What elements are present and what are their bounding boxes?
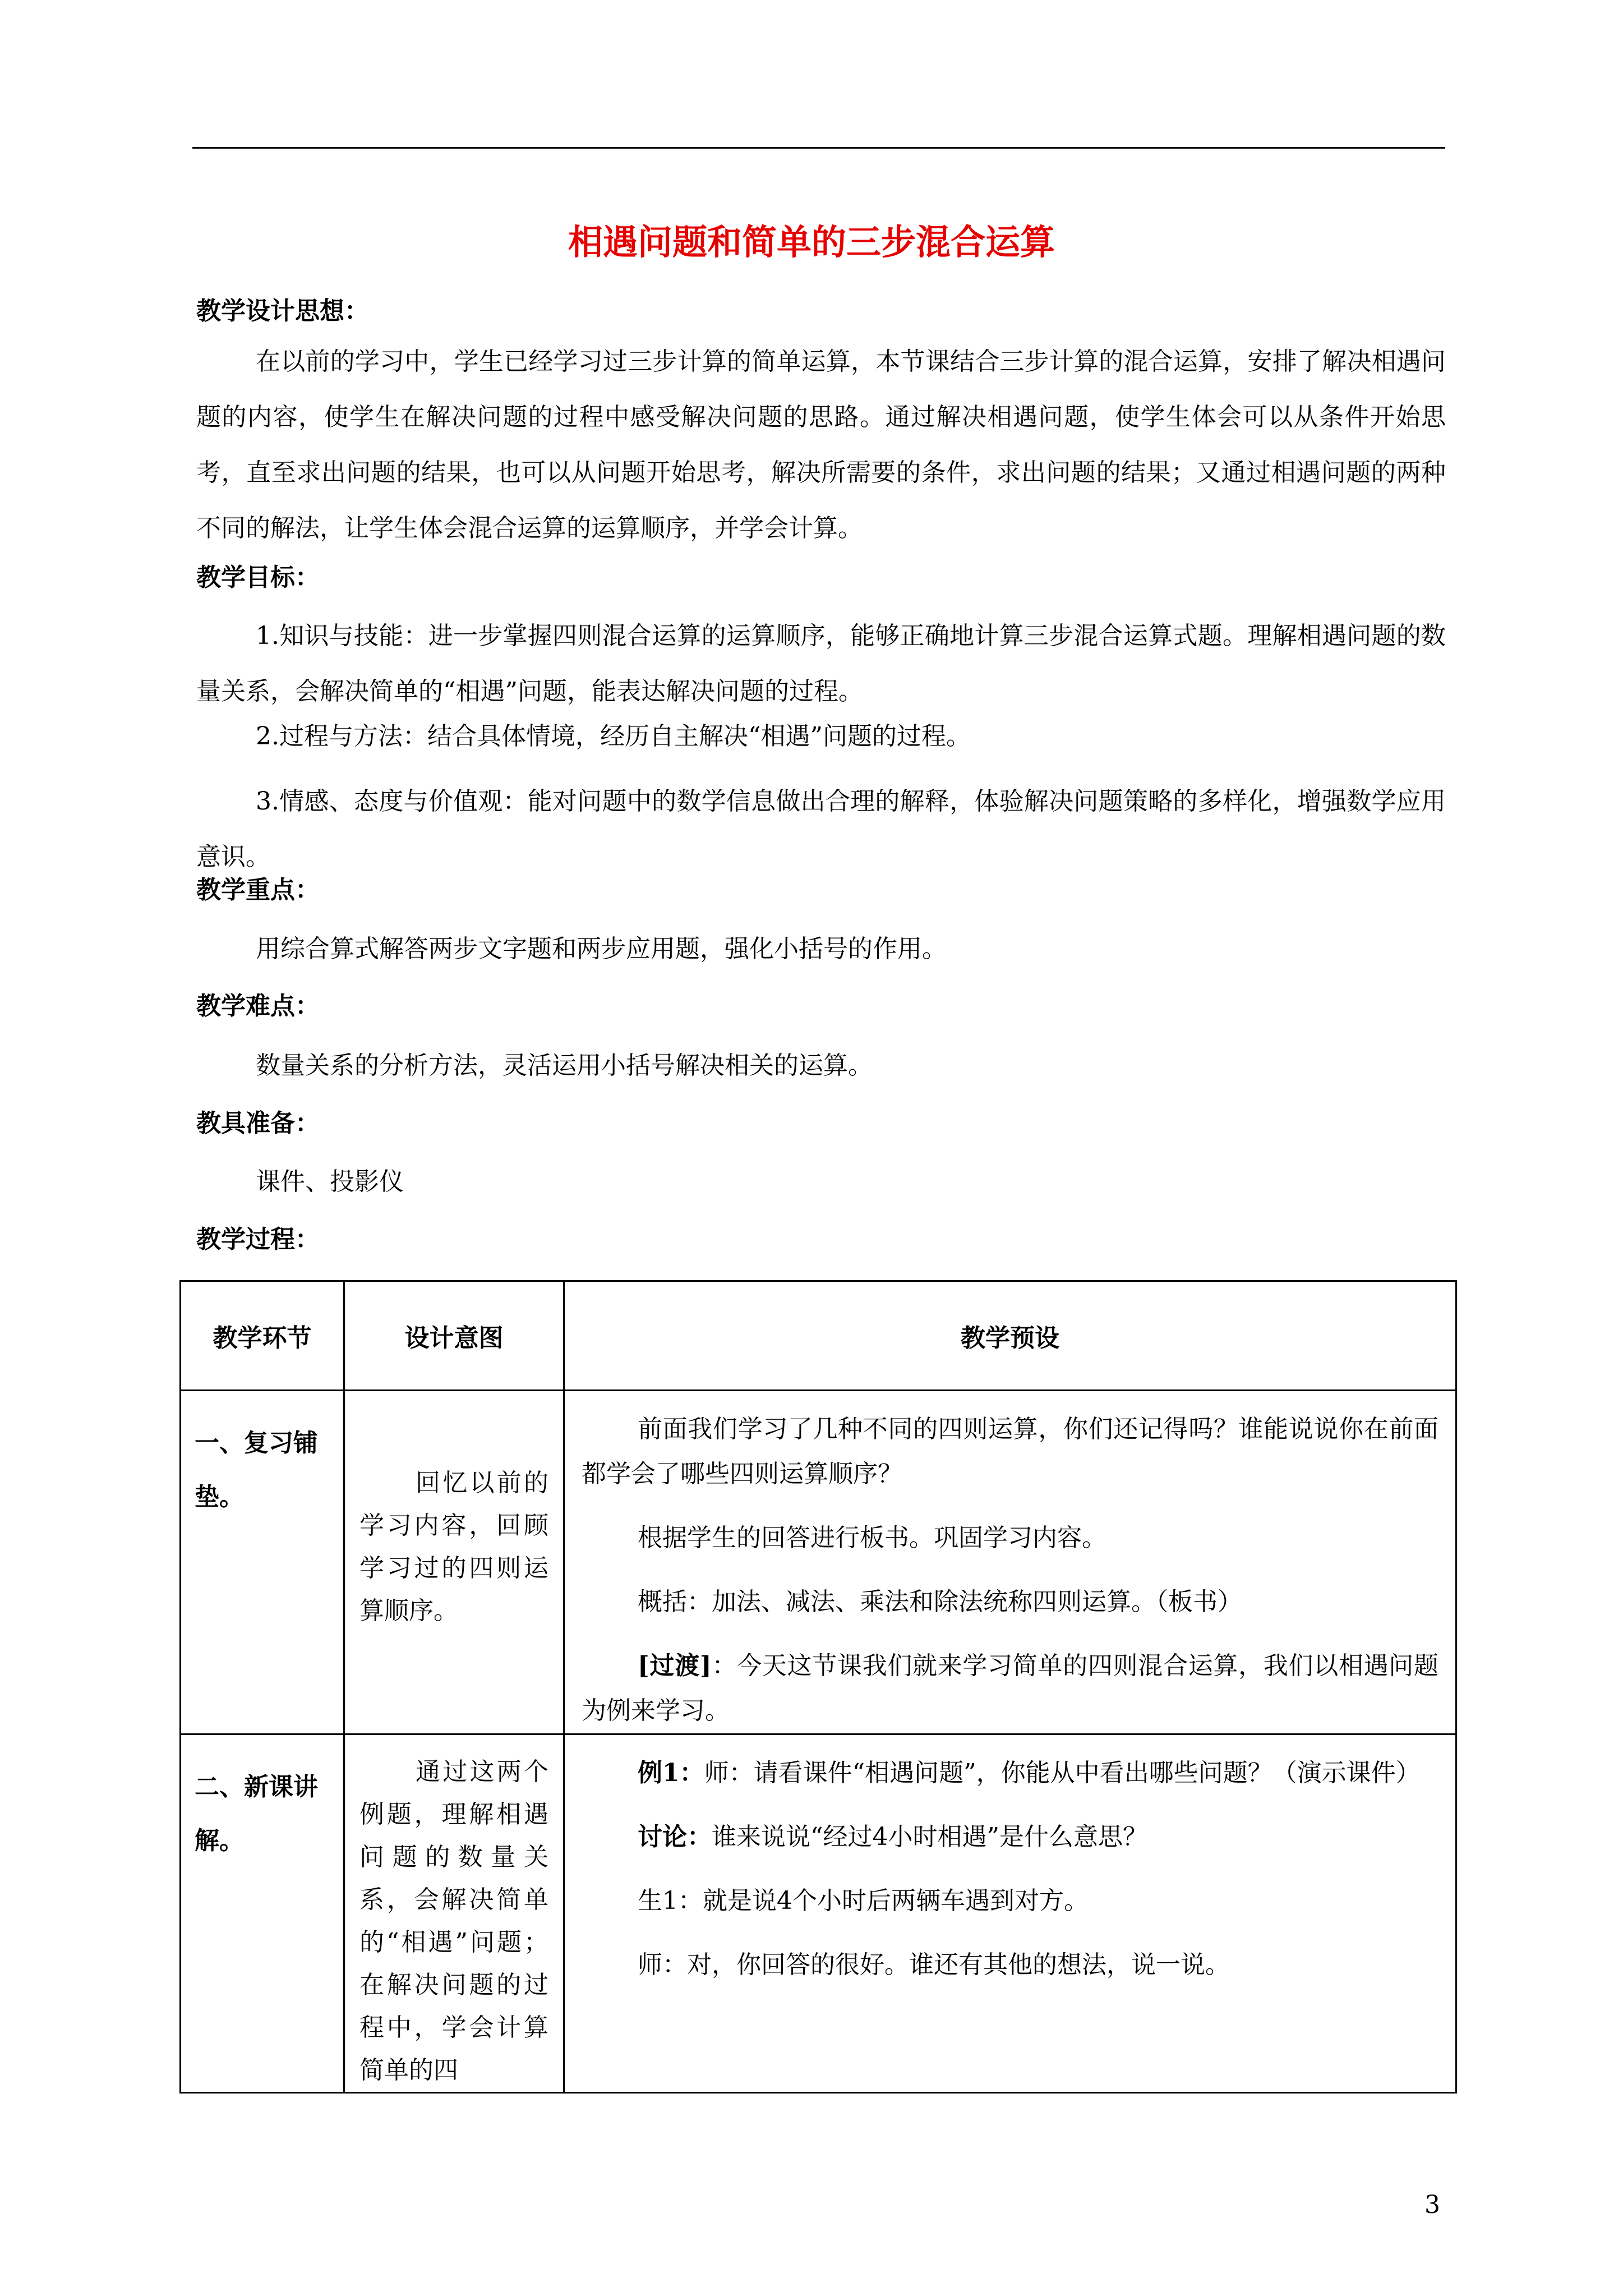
plan-paragraph [582, 1751, 1438, 1796]
difficulty-heading: 教学难点： [196, 992, 320, 1020]
process-heading: 教学过程： [196, 1225, 320, 1254]
discussion-text: 谁来说说“经过4小时相遇”是什么意思？ [712, 1823, 1147, 1851]
stage-cell [181, 1391, 344, 1734]
plan-paragraph [582, 1644, 1438, 1733]
design-paragraph: 在以前的学习中，学生已经学习过三步计算的简单运算，本节课结合三步计算的混合运算，安排了解决相遇问题的内容，使学生在解决问题的过程中感受解决问题的思路。通过解决相遇问题，使学生体会可以从条件开始思考，直至求出问题的结果，也可以从问题开始思考，解决所需要的条件，求出问题的结果；又通过相遇问题的两种不同的解法，让学生体会混合运算的运算顺序，并学会计算。 [196, 347, 1446, 542]
goal-3: 3.情感、态度与价值观：能对问题中的数学信息做出合理的解释，体验解决问题策略的多样化，增强数学应用意识。 [196, 787, 1446, 871]
goals-heading: 教学目标： [196, 563, 320, 592]
difficulty-paragraph: 数量关系的分析方法，灵活运用小括号解决相关的运算。 [256, 1051, 873, 1080]
goal-1: 1.知识与技能：进一步掌握四则混合运算的运算顺序，能够正确地计算三步混合运算式题。理解相遇问题的数量关系，会解决简单的“相遇”问题，能表达解决问题的过程。 [196, 622, 1446, 706]
goal-2: 2.过程与方法：结合具体情境，经历自主解决“相遇”问题的过程。 [256, 722, 971, 751]
header-plan: 教学预设 [564, 1281, 1456, 1391]
header-stage: 教学环节 [181, 1281, 344, 1391]
header-intent: 设计意图 [344, 1281, 564, 1391]
page-number: 3 [1424, 2191, 1440, 2219]
example-label: 例1： [638, 1759, 704, 1787]
document-title: 相遇问题和简单的三步混合运算 [568, 222, 1055, 263]
focus-paragraph: 用综合算式解答两步文字题和两步应用题，强化小括号的作用。 [256, 935, 947, 963]
table-header-row [181, 1281, 1456, 1391]
plan-paragraph: 生1：就是说4个小时后两辆车遇到对方。 [638, 1887, 1089, 1915]
plan-paragraph [582, 1815, 1438, 1860]
plan-paragraph: 前面我们学习了几种不同的四则运算，你们还记得吗？谁能说说你在前面都学会了哪些四则运算顺序？ [582, 1415, 1438, 1488]
intent-text: 回忆以前的学习内容，回顾学习过的四则运算顺序。 [359, 1469, 548, 1625]
plan-cell [564, 1391, 1456, 1734]
example-text: 师：请看课件“相遇问题”，你能从中看出哪些问题？（演示课件） [704, 1759, 1421, 1787]
intent-cell [344, 1734, 564, 2093]
plan-paragraph: 概括：加法、减法、乘法和除法统称四则运算。（板书） [638, 1588, 1242, 1616]
table-row [181, 1391, 1456, 1734]
intent-cell [344, 1391, 564, 1734]
stage-label: 一、复习铺垫。 [195, 1429, 318, 1511]
tools-paragraph: 课件、投影仪 [256, 1167, 404, 1196]
discussion-label: 讨论： [638, 1823, 712, 1851]
lesson-process-table [179, 1280, 1457, 2093]
tools-heading: 教具准备： [196, 1109, 320, 1138]
stage-cell [181, 1734, 344, 2093]
intent-text: 通过这两个例题，理解相遇问题的数量关系，会解决简单的“相遇”问题；在解决问题的过程中，学会计算简单的四 [359, 1757, 548, 2085]
transition-label: [过渡] [638, 1651, 712, 1680]
focus-heading: 教学重点： [196, 876, 320, 904]
transition-text: ：今天这节课我们就来学习简单的四则混合运算，我们以相遇问题为例来学习。 [582, 1651, 1438, 1725]
plan-paragraph: 根据学生的回答进行板书。巩固学习内容。 [638, 1524, 1106, 1552]
design-heading: 教学设计思想： [196, 297, 369, 325]
plan-paragraph: 师：对，你回答的很好。谁还有其他的想法，说一说。 [638, 1950, 1230, 1979]
stage-label: 二、新课讲解。 [195, 1773, 318, 1855]
header-rule [192, 147, 1445, 149]
plan-cell [564, 1734, 1456, 2093]
table-row [181, 1734, 1456, 2093]
